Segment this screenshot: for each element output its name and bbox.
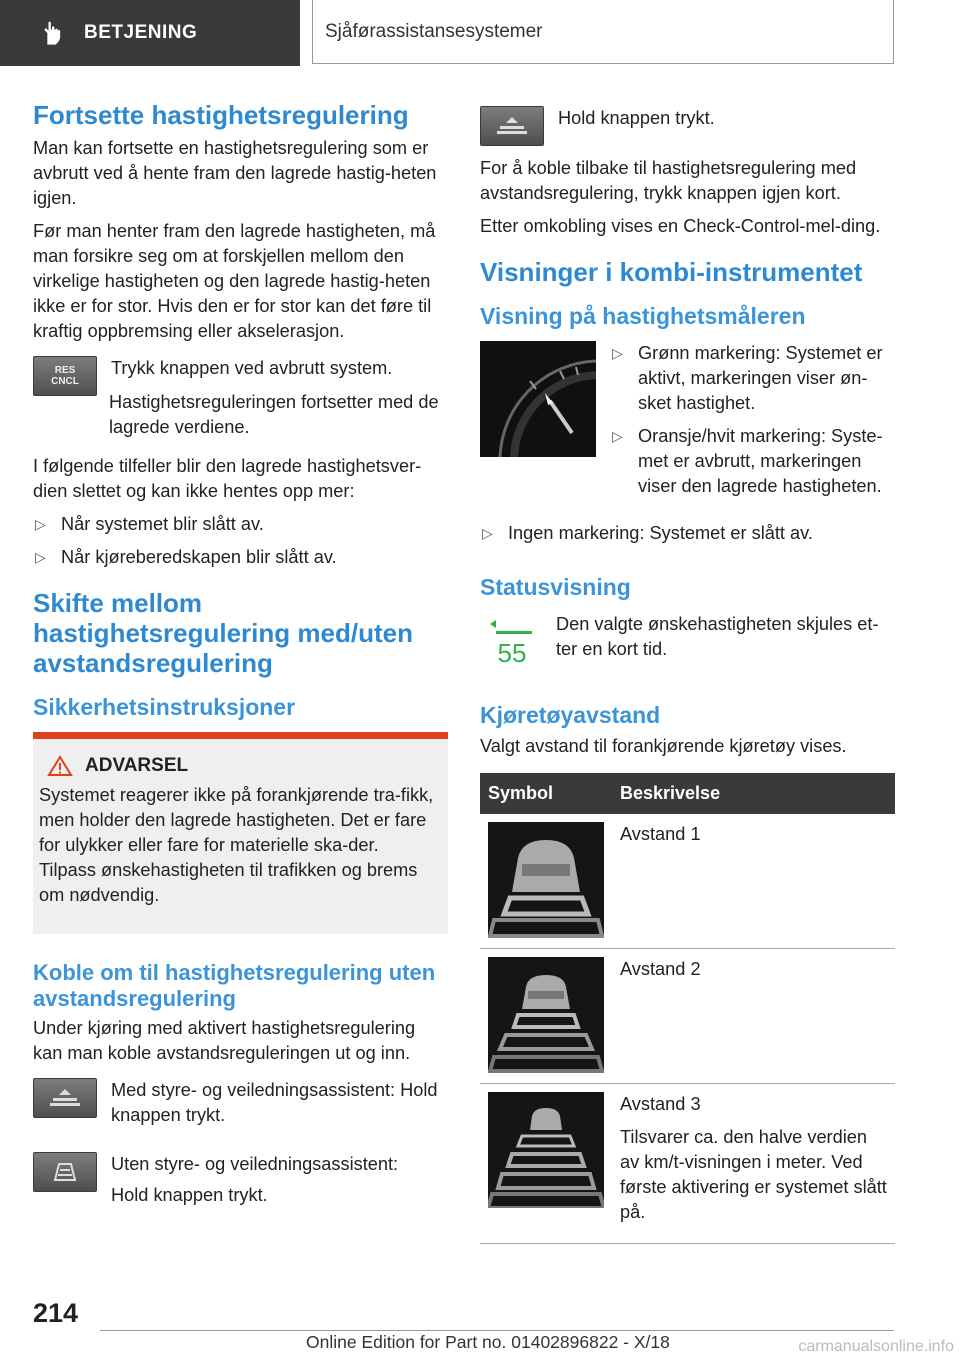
- hold-button-row: [480, 106, 895, 146]
- speedometer-image: [480, 341, 596, 457]
- warning-text: Systemet reagerer ikke på forankjørende tra-fikk, men holder den lagrede hastigheten. Det er fare for ulykker eller fare for materielle ska-der. Tilpass ønskehastigheten til trafikken og brems om nødvendig.: [39, 785, 434, 905]
- distance-3-icon: [488, 1092, 604, 1208]
- triangle-bullet-icon: ▷: [612, 345, 623, 361]
- right-column: [480, 100, 895, 1244]
- distance-control-button-icon: [33, 1152, 97, 1192]
- section-tab-label: BETJENING: [84, 22, 198, 43]
- heading-status: Statusvisning: [480, 574, 631, 600]
- heading-displays: Visninger i kombi-instrumentet: [480, 257, 863, 287]
- heading-resume: Fortsette hastighetsregulering: [33, 100, 409, 130]
- speed-limit-display-icon: [484, 612, 540, 668]
- hold-text: Hold knappen trykt.: [111, 1185, 268, 1205]
- triangle-bullet-icon: ▷: [35, 516, 46, 532]
- distance-control-button-icon: [480, 106, 544, 146]
- speedometer-row: [480, 341, 895, 515]
- cncl-label: CNCL: [51, 376, 79, 387]
- speedometer-list: [610, 341, 895, 507]
- speedometer-list-extra: [480, 521, 895, 546]
- heading-safety: Sikkerhetsinstruksjoner: [33, 694, 296, 720]
- status-row: [480, 612, 895, 670]
- triangle-bullet-icon: ▷: [482, 525, 493, 541]
- distance-2-icon: [488, 957, 604, 1073]
- heading-switch: Skifte mellom hastighetsregulering med/uten avstandsregulering: [33, 588, 413, 678]
- paragraph: Under kjøring med aktivert hastighetsregulering kan man koble avstandsreguleringen ut og inn.: [33, 1018, 416, 1063]
- res-label: RES: [54, 365, 76, 376]
- distance-control-button-icon: [33, 1078, 97, 1118]
- footer-divider: [100, 1330, 894, 1331]
- paragraph: Valgt avstand til forankjørende kjøretøy vises.: [480, 736, 847, 756]
- column-header-description: Beskrivelse: [612, 773, 895, 814]
- paragraph: Etter omkobling vises en Check-Control-mel-ding.: [480, 216, 881, 236]
- status-value: 55: [497, 638, 527, 668]
- page-number: 214: [33, 1298, 79, 1328]
- status-text: Den valgte ønskehastigheten skjules et-ter en kort tid.: [556, 614, 879, 659]
- hand-icon: [38, 19, 66, 47]
- with-assist-text: Med styre- og veiledningsassistent: Hold knappen trykt.: [111, 1080, 438, 1125]
- list-item: ▷ Grønn markering: Systemet er aktivt, markeringen viser øn-sket hastighet.: [612, 343, 883, 413]
- distance-title: Avstand 2: [620, 959, 701, 979]
- list-item: ▷ Når systemet blir slått av.: [33, 512, 448, 537]
- distance-title: Avstand 1: [620, 824, 701, 844]
- heading-switch-over: Koble om til hastighetsregulering uten avstandsregulering: [33, 960, 436, 1011]
- triangle-bullet-icon: ▷: [612, 428, 623, 444]
- chapter-title: Sjåførassistansesystemer: [312, 0, 894, 64]
- res-cncl-button-icon: [33, 356, 97, 396]
- delete-conditions-list: [33, 512, 448, 570]
- warning-triangle-icon: [47, 755, 73, 777]
- list-item: ▷ Ingen markering: Systemet er slått av.: [480, 521, 895, 546]
- res-result: Hastighetsreguleringen fortsetter med de lagrede verdiene.: [109, 392, 439, 437]
- distance-1-icon: [488, 822, 604, 938]
- hold-text: Hold knappen trykt.: [558, 108, 715, 128]
- heading-speedometer: Visning på hastighetsmåleren: [480, 303, 806, 329]
- heading-distance: Kjøretøyavstand: [480, 702, 661, 728]
- list-item: ▷ Oransje/hvit markering: Syste-met er avbrutt, markeringen viser den lagrede hastigheten.: [612, 426, 883, 496]
- watermark: carmanualsonline.info: [798, 1338, 954, 1355]
- table-row: [480, 814, 895, 949]
- edition-footer: Online Edition for Part no. 01402896822 - X/18: [306, 1332, 670, 1352]
- list-item: ▷ Når kjøreberedskapen blir slått av.: [33, 545, 448, 570]
- without-assist-text: Uten styre- og veiledningsassistent:: [111, 1154, 399, 1174]
- paragraph: For å koble tilbake til hastighetsregulering med avstandsregulering, trykk knappen igjen kort.: [480, 158, 857, 203]
- no-assist-button-row: [33, 1152, 448, 1214]
- table-row: [480, 1084, 895, 1244]
- warning-title: ADVARSEL: [85, 755, 189, 776]
- distance-table: [480, 773, 895, 1244]
- assist-button-row: [33, 1078, 448, 1134]
- paragraph: I følgende tilfeller blir den lagrede hastighetsver-dien slettet og kan ikke hentes opp mer:: [33, 456, 422, 501]
- distance-note: Tilsvarer ca. den halve verdien av km/t-visningen i meter. Ved første aktivering er systemet slått på.: [620, 1127, 887, 1222]
- paragraph: Før man henter fram den lagrede hastigheten, må man forsikre seg om at forskjellen mellom den virkelige hastigheten og den lagrede hastig-heten ikke er for stor. Hvis den er for stor kan det føre til kraftig oppbremsing eller akselerasjon.: [33, 221, 436, 341]
- warning-box: [33, 732, 448, 934]
- table-row: [480, 949, 895, 1084]
- triangle-bullet-icon: ▷: [35, 549, 46, 565]
- distance-title: Avstand 3: [620, 1094, 701, 1114]
- paragraph: Man kan fortsette en hastighetsregulering som er avbrutt ved å hente fram den lagrede hastig-heten igjen.: [33, 138, 437, 208]
- section-tab: [0, 0, 300, 66]
- res-instruction: Trykk knappen ved avbrutt system.: [111, 358, 393, 378]
- column-header-symbol: Symbol: [480, 773, 612, 814]
- left-column: [33, 100, 448, 1220]
